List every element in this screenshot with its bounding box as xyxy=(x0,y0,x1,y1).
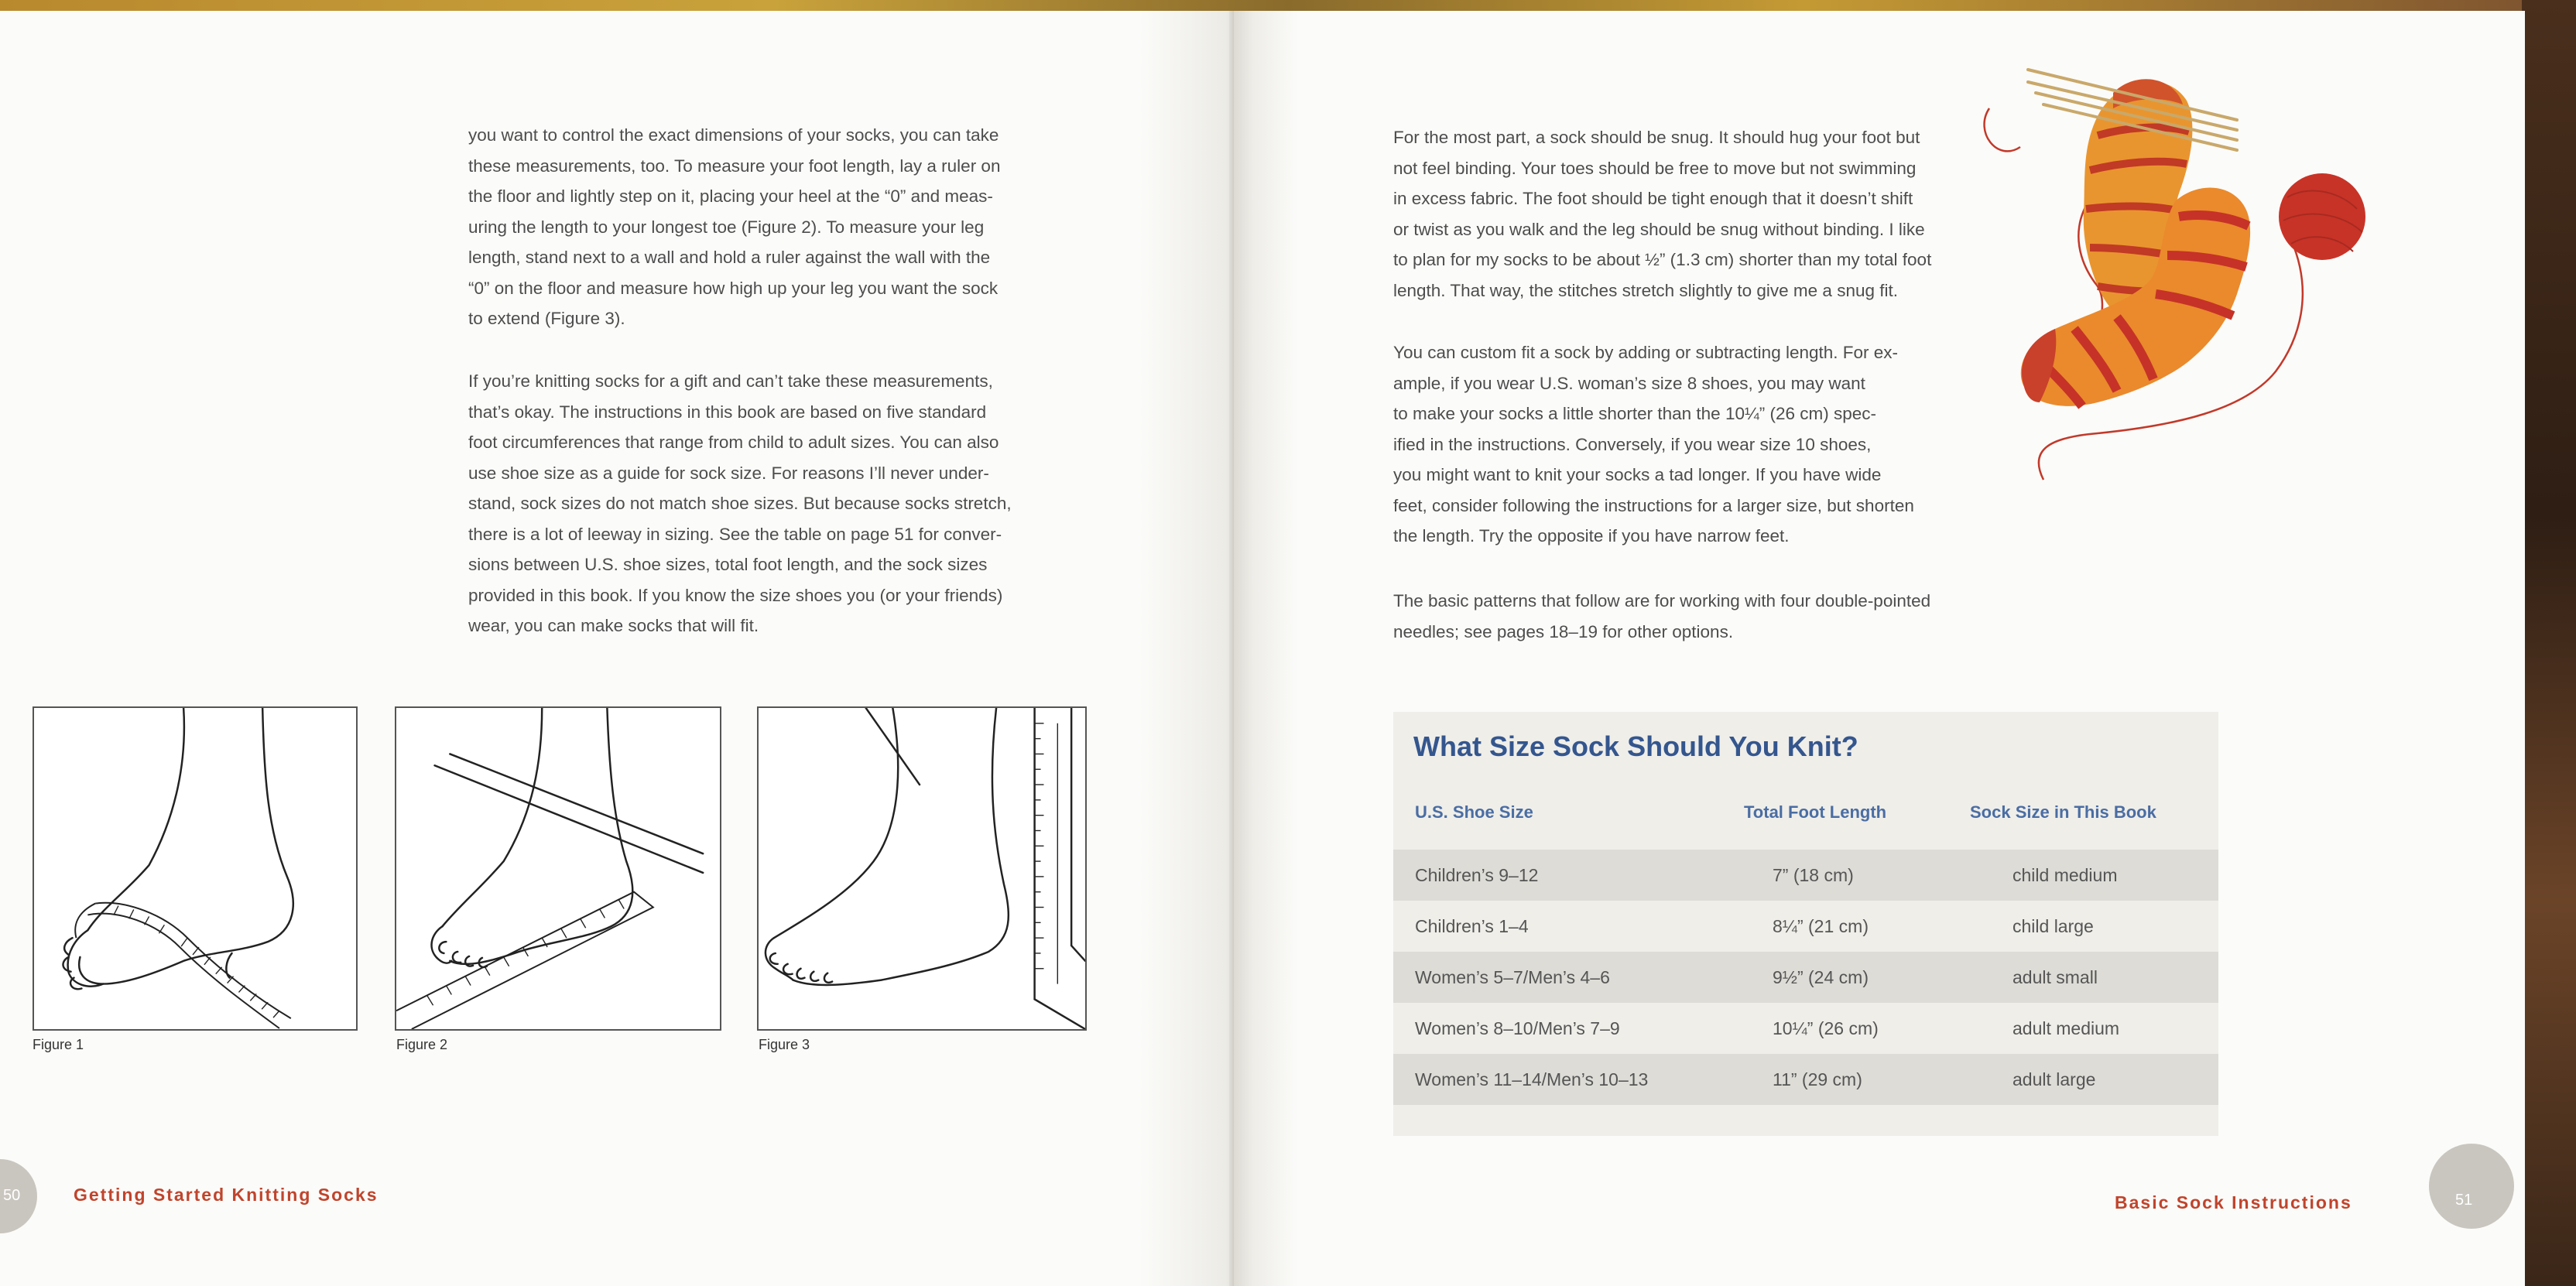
right-paragraph-3 xyxy=(1393,586,2028,647)
text-line: length. That way, the stitches stretch slightly to give me a snug fit. xyxy=(1393,280,1898,300)
cell-shoe-size: Women’s 8–10/Men’s 7–9 xyxy=(1415,1018,1620,1038)
text-line: the length. Try the opposite if you have narrow feet. xyxy=(1393,526,1790,546)
leg-wall-ruler-drawing xyxy=(759,708,1085,1029)
text-line: wear, you can make socks that will fit. xyxy=(468,616,759,635)
text-line: use shoe size as a guide for sock size. For reasons I’ll never under- xyxy=(468,463,989,483)
table-row xyxy=(1393,1003,2218,1054)
text-line: feet, consider following the instructions for a larger size, but shorten xyxy=(1393,495,1914,515)
text-line: ample, if you wear U.S. woman’s size 8 shoes, you may want xyxy=(1393,373,1865,393)
cell-foot-length: 9½” (24 cm) xyxy=(1773,967,1869,987)
cell-foot-length: 7” (18 cm) xyxy=(1773,865,1854,885)
table-row xyxy=(1393,1054,2218,1105)
cell-shoe-size: Women’s 11–14/Men’s 10–13 xyxy=(1415,1069,1649,1089)
text-line: ified in the instructions. Conversely, if you wear size 10 shoes, xyxy=(1393,434,1872,454)
left-paragraph-1 xyxy=(468,120,1088,334)
page-number-left: 50 xyxy=(3,1187,21,1204)
cell-foot-length: 8¼” (21 cm) xyxy=(1773,916,1869,936)
text-line: stand, sock sizes do not match shoe sizes. But because socks stretch, xyxy=(468,494,1012,513)
text-line: needles; see pages 18–19 for other options. xyxy=(1393,621,1734,641)
running-head-right: Basic Sock Instructions xyxy=(2115,1192,2352,1212)
text-line: to plan for my socks to be about ½” (1.3 cm) shorter than my total foot xyxy=(1393,250,1932,269)
table-row xyxy=(1393,850,2218,901)
table-title: What Size Sock Should You Knit? xyxy=(1413,730,1858,762)
book-right-edge xyxy=(2522,0,2576,1286)
cell-foot-length: 11” (29 cm) xyxy=(1773,1069,1862,1089)
figure-1-illustration xyxy=(33,706,358,1031)
text-line: foot circumferences that range from child to adult sizes. You can also xyxy=(468,433,999,452)
cell-foot-length: 10¼” (26 cm) xyxy=(1773,1018,1879,1038)
figure-1-caption: Figure 1 xyxy=(33,1037,84,1052)
foot-ruler-drawing xyxy=(396,708,720,1029)
text-line: If you’re knitting socks for a gift and can’t take these measurements, xyxy=(468,371,993,391)
text-line: these measurements, too. To measure your foot length, lay a ruler on xyxy=(468,156,1001,176)
right-paragraph-1 xyxy=(1393,122,2028,306)
text-line: uring the length to your longest toe (Figure 2). To measure your leg xyxy=(468,217,985,237)
text-line: The basic patterns that follow are for working with four double-pointed xyxy=(1393,591,1931,611)
text-line: you want to control the exact dimensions of your socks, you can take xyxy=(468,125,999,145)
figure-2-caption: Figure 2 xyxy=(396,1037,448,1052)
cell-sock-size: adult small xyxy=(2012,967,2098,987)
page-number-right: 51 xyxy=(2455,1192,2473,1209)
size-table xyxy=(1393,712,2218,1136)
text-line: length, stand next to a wall and hold a ruler against the wall with the xyxy=(468,248,991,267)
text-line: provided in this book. If you know the size shoes you (or your friends) xyxy=(468,585,1003,605)
text-line: or twist as you walk and the leg should be snug without binding. I like xyxy=(1393,219,1925,239)
socks-illustration xyxy=(1982,62,2369,495)
page-number-tab-right xyxy=(2429,1144,2514,1229)
text-line: to extend (Figure 3). xyxy=(468,309,625,328)
cell-sock-size: child medium xyxy=(2012,865,2118,885)
foot-tape-drawing xyxy=(34,708,356,1029)
text-line: sions between U.S. shoe sizes, total foot length, and the sock sizes xyxy=(468,555,988,574)
cell-sock-size: child large xyxy=(2012,916,2094,936)
cell-sock-size: adult large xyxy=(2012,1069,2096,1089)
table-row xyxy=(1393,952,2218,1003)
figure-2-illustration xyxy=(395,706,721,1031)
text-line: you might want to knit your socks a tad longer. If you have wide xyxy=(1393,465,1882,484)
text-line: not feel binding. Your toes should be free to move but not swimming xyxy=(1393,158,1917,178)
column-header-sock-size: Sock Size in This Book xyxy=(1970,802,2156,822)
figure-3-illustration xyxy=(757,706,1087,1031)
text-line: to make your socks a little shorter than the 10¼” (26 cm) spec- xyxy=(1393,404,1877,423)
text-line: the floor and lightly step on it, placing your heel at the “0” and meas- xyxy=(468,186,993,206)
column-header-foot-length: Total Foot Length xyxy=(1744,802,1887,822)
cell-shoe-size: Women’s 5–7/Men’s 4–6 xyxy=(1415,967,1610,987)
text-line: “0” on the floor and measure how high up your leg you want the sock xyxy=(468,278,999,298)
text-line: that’s okay. The instructions in this book are based on five standard xyxy=(468,402,987,422)
text-line: there is a lot of leeway in sizing. See the table on page 51 for conver- xyxy=(468,524,1002,544)
cell-sock-size: adult medium xyxy=(2012,1018,2120,1038)
left-paragraph-2 xyxy=(468,366,1088,641)
text-line: You can custom fit a sock by adding or subtracting length. For ex- xyxy=(1393,343,1899,362)
cell-shoe-size: Children’s 9–12 xyxy=(1415,865,1539,885)
cell-shoe-size: Children’s 1–4 xyxy=(1415,916,1529,936)
right-paragraph-2 xyxy=(1393,337,2028,552)
table-row xyxy=(1393,901,2218,952)
figure-3-caption: Figure 3 xyxy=(759,1037,810,1052)
running-head-left: Getting Started Knitting Socks xyxy=(74,1185,379,1205)
text-line: For the most part, a sock should be snug. It should hug your foot but xyxy=(1393,128,1920,147)
column-header-shoe-size: U.S. Shoe Size xyxy=(1415,802,1533,822)
text-line: in excess fabric. The foot should be tight enough that it doesn’t shift xyxy=(1393,189,1913,208)
knitted-socks-photo xyxy=(1982,62,2369,495)
